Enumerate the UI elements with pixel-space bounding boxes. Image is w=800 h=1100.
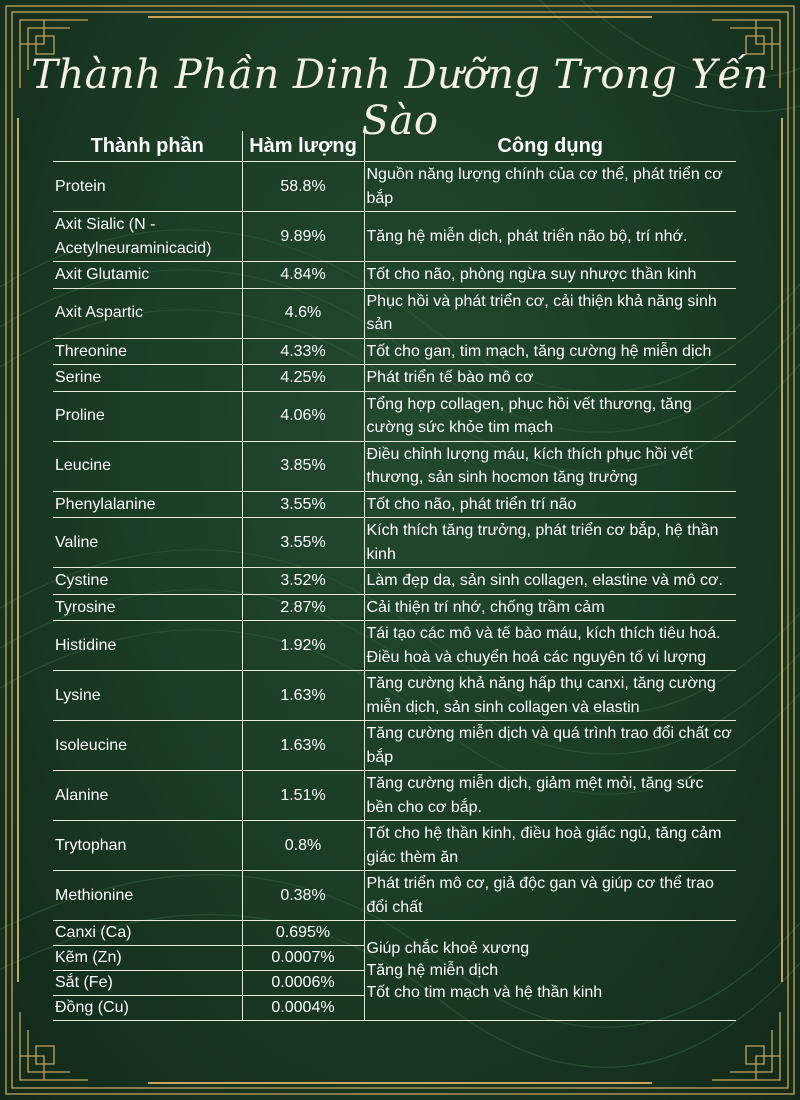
corner-ornament-bottom-right bbox=[712, 1012, 780, 1080]
mineral-use-line: Giúp chắc khoẻ xương bbox=[366, 939, 530, 957]
table-row bbox=[53, 338, 736, 365]
mineral-name: Kẽm (Zn) bbox=[53, 946, 242, 971]
row-name: Serine bbox=[53, 365, 242, 392]
row-use: Phục hồi và phát triển cơ, cải thiện khả năng sinh sản bbox=[364, 288, 736, 338]
table-row bbox=[53, 391, 736, 441]
row-value: 3.85% bbox=[242, 441, 364, 491]
row-name: Protein bbox=[53, 162, 242, 212]
mineral-uses bbox=[364, 921, 736, 1021]
row-value: 3.52% bbox=[242, 568, 364, 595]
row-use: Tốt cho gan, tim mạch, tăng cường hệ miễn dịch bbox=[364, 338, 736, 365]
row-use: Tái tạo các mô và tế bào máu, kích thích tiêu hoá. Điều hoà và chuyển hoá các nguyên tố vi lượng bbox=[364, 621, 736, 671]
row-name: Alanine bbox=[53, 771, 242, 821]
row-use: Tăng cường miễn dịch, giảm mệt mỏi, tăng sức bền cho cơ bắp. bbox=[364, 771, 736, 821]
mineral-name: Canxi (Ca) bbox=[53, 921, 242, 946]
table-header-row bbox=[53, 131, 736, 162]
page-title: Thành Phần Dinh Dưỡng Trong Yến Sào bbox=[31, 52, 769, 144]
row-use: Tăng cường miễn dịch và quá trình trao đổi chất cơ bắp bbox=[364, 721, 736, 771]
row-value: 1.92% bbox=[242, 621, 364, 671]
row-name: Cystine bbox=[53, 568, 242, 595]
row-name: Axit Sialic (N - Acetylneuraminicacid) bbox=[53, 212, 242, 262]
header-use: Công dụng bbox=[364, 131, 736, 162]
table-row bbox=[53, 212, 736, 262]
row-name: Valine bbox=[53, 518, 242, 568]
mineral-value: 0.695% bbox=[242, 921, 364, 946]
row-value: 0.8% bbox=[242, 821, 364, 871]
row-value: 1.63% bbox=[242, 671, 364, 721]
row-value: 4.06% bbox=[242, 391, 364, 441]
table-row bbox=[53, 441, 736, 491]
row-value: 4.6% bbox=[242, 288, 364, 338]
row-use: Cải thiện trí nhớ, chống trầm cảm bbox=[364, 594, 736, 621]
row-use: Làm đẹp da, sản sinh collagen, elastine và mô cơ. bbox=[364, 568, 736, 595]
mineral-value: 0.0004% bbox=[242, 996, 364, 1021]
row-name: Lysine bbox=[53, 671, 242, 721]
row-use: Điều chỉnh lượng máu, kích thích phục hồi vết thương, sản sinh hocmon tăng trưởng bbox=[364, 441, 736, 491]
row-name: Isoleucine bbox=[53, 721, 242, 771]
row-value: 2.87% bbox=[242, 594, 364, 621]
row-value: 4.84% bbox=[242, 262, 364, 289]
table-row bbox=[53, 871, 736, 921]
table-row bbox=[53, 821, 736, 871]
row-value: 4.25% bbox=[242, 365, 364, 392]
mineral-value: 0.0007% bbox=[242, 946, 364, 971]
row-name: Histidine bbox=[53, 621, 242, 671]
table-row bbox=[53, 288, 736, 338]
row-name: Axit Glutamic bbox=[53, 262, 242, 289]
row-name: Leucine bbox=[53, 441, 242, 491]
table-row bbox=[53, 671, 736, 721]
row-value: 0.38% bbox=[242, 871, 364, 921]
table-row bbox=[53, 262, 736, 289]
row-value: 4.33% bbox=[242, 338, 364, 365]
mineral-row bbox=[53, 921, 736, 946]
row-value: 1.63% bbox=[242, 721, 364, 771]
table-row bbox=[53, 162, 736, 212]
row-use: Tốt cho hệ thần kinh, điều hoà giấc ngủ, tăng cảm giác thèm ăn bbox=[364, 821, 736, 871]
row-name: Trytophan bbox=[53, 821, 242, 871]
mineral-name: Đồng (Cu) bbox=[53, 996, 242, 1021]
table-row bbox=[53, 568, 736, 595]
row-use: Phát triển tế bào mô cơ bbox=[364, 365, 736, 392]
table-row bbox=[53, 621, 736, 671]
row-name: Tyrosine bbox=[53, 594, 242, 621]
row-value: 3.55% bbox=[242, 491, 364, 518]
row-use: Kích thích tăng trưởng, phát triển cơ bắp, hệ thần kinh bbox=[364, 518, 736, 568]
table-row bbox=[53, 518, 736, 568]
corner-ornament-bottom-left bbox=[20, 1012, 88, 1080]
row-use: Tổng hợp collagen, phục hồi vết thương, tăng cường sức khỏe tim mạch bbox=[364, 391, 736, 441]
row-use: Tăng hệ miễn dịch, phát triển não bộ, trí nhớ. bbox=[364, 212, 736, 262]
mineral-name: Sắt (Fe) bbox=[53, 971, 242, 996]
mineral-use-line: Tốt cho tim mạch và hệ thần kinh bbox=[366, 983, 603, 1001]
row-value: 9.89% bbox=[242, 212, 364, 262]
header-component: Thành phần bbox=[53, 131, 242, 162]
table-row bbox=[53, 721, 736, 771]
nutrition-table bbox=[53, 131, 736, 1021]
row-value: 1.51% bbox=[242, 771, 364, 821]
table-row bbox=[53, 771, 736, 821]
row-use: Tốt cho não, phát triển trí não bbox=[364, 491, 736, 518]
row-use: Tăng cường khả năng hấp thụ canxi, tăng cường miễn dịch, sản sinh collagen và elastin bbox=[364, 671, 736, 721]
table-row bbox=[53, 594, 736, 621]
row-value: 58.8% bbox=[242, 162, 364, 212]
table-row bbox=[53, 491, 736, 518]
row-use: Nguồn năng lượng chính của cơ thể, phát triển cơ bắp bbox=[364, 162, 736, 212]
header-content: Hàm lượng bbox=[242, 131, 364, 162]
row-name: Phenylalanine bbox=[53, 491, 242, 518]
row-name: Proline bbox=[53, 391, 242, 441]
row-use: Tốt cho não, phòng ngừa suy nhược thần kinh bbox=[364, 262, 736, 289]
mineral-use-line: Tăng hệ miễn dịch bbox=[366, 961, 499, 979]
row-name: Methionine bbox=[53, 871, 242, 921]
row-name: Threonine bbox=[53, 338, 242, 365]
row-use: Phát triển mô cơ, giả độc gan và giúp cơ thể trao đổi chất bbox=[364, 871, 736, 921]
row-name: Axit Aspartic bbox=[53, 288, 242, 338]
mineral-value: 0.0006% bbox=[242, 971, 364, 996]
row-value: 3.55% bbox=[242, 518, 364, 568]
table-row bbox=[53, 365, 736, 392]
